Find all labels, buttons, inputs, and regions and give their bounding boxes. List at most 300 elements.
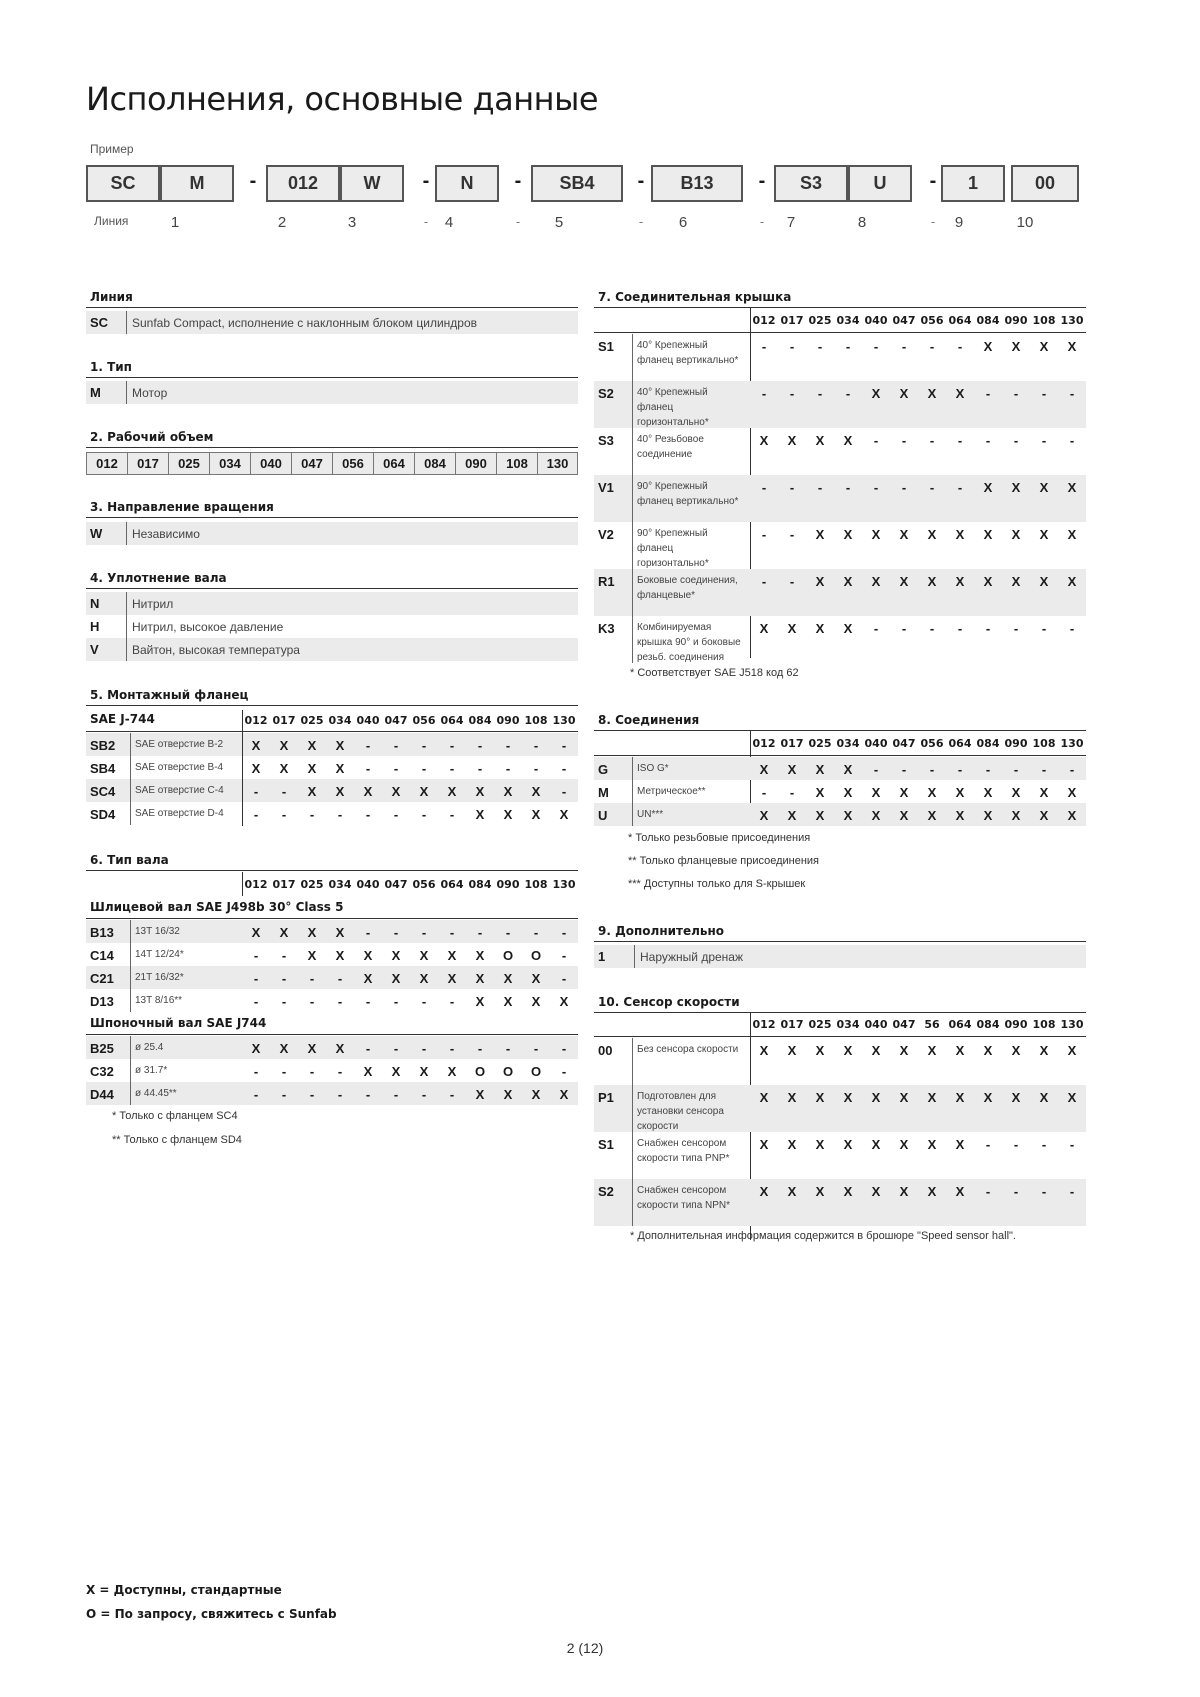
row-desc: 40° Крепежный фланец горизонтально* [632, 381, 746, 428]
row-code: SD4 [90, 807, 116, 822]
section-title: 4. Уплотнение вала [90, 571, 227, 585]
column-header [242, 714, 578, 727]
row-desc: Боковые соединения, фланцевые* [632, 569, 746, 616]
row-desc: ø 44.45** [130, 1082, 242, 1105]
row-values [242, 943, 578, 963]
row-values [750, 757, 1086, 777]
shaft-note: ** Только с фланцем SD4 [112, 1134, 242, 1146]
value-cell: X [503, 807, 513, 822]
grid-row [594, 757, 1086, 780]
row-code: 00 [598, 1043, 613, 1058]
value-cell: - [761, 480, 767, 495]
row-values [750, 475, 1086, 495]
value-cell: X [759, 1184, 769, 1199]
value-cell: X [871, 1043, 881, 1058]
sensor-note: * Дополнительная информация содержится в брошюре "Speed sensor hall". [630, 1230, 1016, 1242]
column-header-cell: 084 [976, 737, 1000, 750]
column-header-cell: 034 [836, 737, 860, 750]
value-cell: X [899, 785, 909, 800]
value-cell: - [789, 785, 795, 800]
value-cell: X [899, 1184, 909, 1199]
row-values [750, 1085, 1086, 1105]
value-cell: X [251, 761, 261, 776]
value-cell: - [309, 971, 315, 986]
column-header-cell: 047 [892, 1018, 916, 1031]
value-cell: - [1013, 433, 1019, 448]
value-cell: - [281, 948, 287, 963]
code-position: 10 [1016, 214, 1034, 231]
column-header-cell: 025 [300, 878, 324, 891]
value-cell: - [985, 1184, 991, 1199]
value-cell: - [393, 807, 399, 822]
row-code: M [598, 785, 609, 800]
value-cell: - [985, 433, 991, 448]
example-label: Пример [90, 142, 134, 156]
value-cell: X [787, 1043, 797, 1058]
row-code: V2 [598, 527, 614, 542]
rule [594, 1036, 1086, 1037]
value-cell: X [475, 807, 485, 822]
column-header-cell: 017 [780, 1018, 804, 1031]
value-cell: X [279, 1041, 289, 1056]
row-values [242, 920, 578, 940]
row-desc: 21T 16/32* [130, 966, 242, 989]
value-cell: - [365, 761, 371, 776]
value-cell: X [503, 994, 513, 1009]
row-values [242, 802, 578, 822]
value-cell: - [421, 1087, 427, 1102]
value-cell: X [899, 1137, 909, 1152]
row-desc: Вайтон, высокая температура [126, 638, 300, 661]
row-desc: Наружный дренаж [634, 945, 743, 968]
value-cell: X [843, 621, 853, 636]
displacement-cell: 090 [455, 452, 496, 475]
value-cell: - [1069, 621, 1075, 636]
value-cell: X [1067, 574, 1077, 589]
value-cell: X [251, 925, 261, 940]
row-code: G [598, 762, 609, 777]
value-cell: - [449, 807, 455, 822]
value-cell: - [761, 574, 767, 589]
value-cell: X [927, 386, 937, 401]
row-code: P1 [598, 1090, 614, 1105]
column-header-cell: 130 [552, 878, 576, 891]
row-desc: Метрическое** [632, 780, 746, 803]
value-cell: X [1039, 339, 1049, 354]
row-values [242, 1082, 578, 1102]
value-cell: X [1067, 1043, 1077, 1058]
page-title: Исполнения, основные данные [86, 80, 599, 118]
value-cell: - [845, 480, 851, 495]
cover-note: * Соответствует SAE J518 код 62 [630, 667, 799, 679]
row-code: H [90, 619, 100, 634]
column-header-cell: 017 [272, 714, 296, 727]
displacement-cell: 040 [250, 452, 291, 475]
rule [86, 731, 578, 732]
value-cell: - [253, 1087, 259, 1102]
row-code: S1 [598, 339, 614, 354]
value-cell: X [871, 527, 881, 542]
value-cell: - [421, 1041, 427, 1056]
section-title: 8. Соединения [598, 713, 700, 727]
value-cell: - [1013, 1137, 1019, 1152]
value-cell: X [899, 527, 909, 542]
value-cell: - [561, 738, 567, 753]
value-cell: - [873, 480, 879, 495]
value-cell: - [365, 925, 371, 940]
value-cell: X [531, 971, 541, 986]
column-header-cell: 064 [440, 714, 464, 727]
value-cell: X [1011, 785, 1021, 800]
value-cell: X [251, 738, 261, 753]
value-cell: X [531, 994, 541, 1009]
value-cell: X [871, 1090, 881, 1105]
code-box-8: S3 [774, 165, 848, 202]
column-header-cell: 017 [780, 314, 804, 327]
value-cell: - [761, 386, 767, 401]
shaft-subtitle-splined: Шлицевой вал SAE J498b 30° Class 5 [90, 900, 344, 914]
value-cell: - [817, 339, 823, 354]
column-header-cell: 056 [920, 314, 944, 327]
row-values [750, 616, 1086, 636]
column-header-cell: 108 [524, 878, 548, 891]
value-cell: X [419, 971, 429, 986]
value-cell: X [419, 948, 429, 963]
value-cell: - [789, 386, 795, 401]
code-position: 2 [277, 214, 287, 231]
row-code: V1 [598, 480, 614, 495]
value-cell: - [281, 994, 287, 1009]
value-cell: X [843, 527, 853, 542]
column-header-cell: 012 [752, 737, 776, 750]
grid-row [86, 802, 578, 825]
value-cell: X [843, 574, 853, 589]
row-desc: Независимо [126, 522, 200, 545]
value-cell: X [815, 1184, 825, 1199]
grid-row [86, 989, 578, 1012]
row-code: S2 [598, 1184, 614, 1199]
grid-row [594, 522, 1086, 569]
row-values [242, 966, 578, 986]
value-cell: X [1011, 339, 1021, 354]
legend-x: X = Доступны, стандартные [86, 1583, 282, 1597]
code-box-1: SC [86, 165, 160, 202]
value-cell: X [279, 738, 289, 753]
grid-row [86, 1036, 578, 1059]
value-cell: X [843, 808, 853, 823]
value-cell: X [447, 948, 457, 963]
value-cell: X [843, 1090, 853, 1105]
value-cell: X [871, 1137, 881, 1152]
code-dash: - [422, 170, 430, 192]
value-cell: X [335, 784, 345, 799]
column-header-cell: 047 [384, 714, 408, 727]
value-cell: - [1069, 1137, 1075, 1152]
code-dash: - [249, 170, 257, 192]
column-header-cell: 108 [1032, 737, 1056, 750]
code-position: - [930, 214, 936, 229]
row-desc: 40° Резьбовое соединение [632, 428, 746, 475]
row-values [750, 522, 1086, 542]
column-header-cell: 040 [356, 714, 380, 727]
row-code: W [90, 526, 103, 541]
value-cell: - [957, 339, 963, 354]
value-cell: X [447, 971, 457, 986]
grid-row [86, 779, 578, 802]
value-cell: X [955, 785, 965, 800]
value-cell: X [475, 1087, 485, 1102]
value-cell: - [365, 738, 371, 753]
displacement-cell: 130 [537, 452, 578, 475]
list-row [86, 381, 578, 404]
list-row [86, 592, 578, 615]
row-code: C14 [90, 948, 114, 963]
row-desc: Нитрил [126, 592, 173, 615]
section-rule [594, 307, 1086, 308]
row-desc: 90° Крепежный фланец горизонтально* [632, 522, 746, 569]
rule [594, 755, 1086, 756]
value-cell: X [787, 1090, 797, 1105]
value-cell: X [787, 1184, 797, 1199]
column-header-cell: 108 [524, 714, 548, 727]
displacement-cell: 017 [127, 452, 168, 475]
column-header-cell: 040 [864, 314, 888, 327]
value-cell: - [561, 1041, 567, 1056]
value-cell: X [559, 994, 569, 1009]
value-cell: X [335, 948, 345, 963]
value-cell: - [449, 1041, 455, 1056]
value-cell: X [815, 621, 825, 636]
column-header-cell: 012 [244, 878, 268, 891]
value-cell: X [559, 1087, 569, 1102]
value-cell: - [929, 339, 935, 354]
row-values [750, 569, 1086, 589]
value-cell: X [871, 1184, 881, 1199]
grid-row [594, 381, 1086, 428]
value-cell: O [474, 1064, 486, 1079]
value-cell: - [1069, 1184, 1075, 1199]
code-position: - [759, 214, 765, 229]
value-cell: - [761, 527, 767, 542]
column-header-cell: 056 [412, 878, 436, 891]
value-cell: X [955, 574, 965, 589]
value-cell: - [365, 994, 371, 1009]
value-cell: X [899, 574, 909, 589]
value-cell: X [447, 1064, 457, 1079]
value-cell: - [253, 948, 259, 963]
grid-row [594, 428, 1086, 475]
value-cell: X [787, 808, 797, 823]
value-cell: - [929, 480, 935, 495]
grid-row [86, 1059, 578, 1082]
value-cell: - [1013, 621, 1019, 636]
value-cell: - [789, 339, 795, 354]
column-header-cell: 130 [552, 714, 576, 727]
value-cell: - [421, 738, 427, 753]
value-cell: X [787, 762, 797, 777]
value-cell: - [393, 925, 399, 940]
row-code: U [598, 808, 608, 823]
value-cell: - [1041, 1184, 1047, 1199]
grid-row [86, 1082, 578, 1105]
column-header-cell: 012 [752, 1018, 776, 1031]
value-cell: - [253, 784, 259, 799]
grid-row [86, 966, 578, 989]
value-cell: X [927, 808, 937, 823]
displacement-cell: 047 [291, 452, 332, 475]
value-cell: - [561, 761, 567, 776]
column-header [750, 737, 1086, 750]
connections-note: ** Только фланцевые присоединения [628, 855, 820, 867]
row-code: N [90, 596, 100, 611]
code-box-9: U [848, 165, 912, 202]
value-cell: X [759, 1090, 769, 1105]
code-box-3: 012 [266, 165, 340, 202]
section-rule [86, 377, 578, 378]
value-cell: X [843, 433, 853, 448]
value-cell: - [929, 433, 935, 448]
value-cell: X [871, 574, 881, 589]
value-cell: - [1041, 762, 1047, 777]
code-position: 4 [444, 214, 454, 231]
row-values [750, 1179, 1086, 1199]
value-cell: - [337, 807, 343, 822]
value-cell: - [761, 785, 767, 800]
displacement-cell: 108 [496, 452, 537, 475]
column-header-cell: 012 [244, 714, 268, 727]
value-cell: - [365, 1041, 371, 1056]
value-cell: X [843, 1184, 853, 1199]
value-cell: - [449, 761, 455, 776]
value-cell: X [843, 1137, 853, 1152]
value-cell: O [502, 948, 514, 963]
value-cell: - [393, 761, 399, 776]
value-cell: X [391, 971, 401, 986]
row-values [750, 1038, 1086, 1058]
value-cell: X [475, 971, 485, 986]
column-header-cell: 034 [836, 314, 860, 327]
value-cell: - [873, 621, 879, 636]
value-cell: X [927, 1137, 937, 1152]
value-cell: X [1039, 785, 1049, 800]
value-cell: X [1067, 808, 1077, 823]
value-cell: X [1039, 527, 1049, 542]
row-code: C32 [90, 1064, 114, 1079]
value-cell: - [309, 994, 315, 1009]
value-cell: - [281, 971, 287, 986]
code-position: 6 [678, 214, 688, 231]
column-header-cell: 130 [1060, 314, 1084, 327]
value-cell: - [505, 738, 511, 753]
value-cell: X [503, 971, 513, 986]
value-cell: - [957, 433, 963, 448]
value-cell: X [815, 762, 825, 777]
value-cell: X [307, 761, 317, 776]
value-cell: - [421, 761, 427, 776]
value-cell: - [309, 1087, 315, 1102]
value-cell: - [477, 1041, 483, 1056]
grid-row [594, 1132, 1086, 1179]
code-box-6: SB4 [531, 165, 623, 202]
row-desc: 40° Крепежный фланец вертикально* [632, 334, 746, 381]
value-cell: - [957, 621, 963, 636]
value-cell: X [955, 386, 965, 401]
value-cell: X [927, 527, 937, 542]
value-cell: - [253, 971, 259, 986]
value-cell: - [533, 761, 539, 776]
displacement-cell: 084 [414, 452, 455, 475]
row-desc: SAE отверстие D-4 [130, 802, 242, 825]
row-desc: Снабжен сенсором скорости типа PNP* [632, 1132, 746, 1179]
section-title: 5. Монтажный фланец [90, 688, 249, 702]
code-position: - [638, 214, 644, 229]
rule [86, 1034, 578, 1035]
row-values [242, 1036, 578, 1056]
code-position: 5 [554, 214, 564, 231]
section-rule [86, 588, 578, 589]
row-code: SB4 [90, 761, 116, 776]
grid-row [594, 780, 1086, 803]
value-cell: - [337, 994, 343, 1009]
section-title: 9. Дополнительно [598, 924, 725, 938]
grid-row [594, 1085, 1086, 1132]
section-rule [86, 870, 578, 871]
row-desc: 13T 16/32 [130, 920, 242, 943]
value-cell: X [503, 784, 513, 799]
code-dash: - [514, 170, 522, 192]
value-cell: X [1039, 1043, 1049, 1058]
value-cell: X [759, 621, 769, 636]
value-cell: X [955, 1184, 965, 1199]
column-header-cell: 064 [948, 314, 972, 327]
value-cell: - [281, 1064, 287, 1079]
value-cell: X [927, 1090, 937, 1105]
value-cell: X [1067, 785, 1077, 800]
value-cell: - [985, 621, 991, 636]
value-cell: X [1039, 1090, 1049, 1105]
column-rule [242, 710, 243, 826]
section-title: 7. Соединительная крышка [598, 290, 792, 304]
value-cell: - [505, 761, 511, 776]
row-code: SC [90, 315, 109, 330]
section-rule [594, 941, 1086, 942]
value-cell: X [447, 784, 457, 799]
column-header-cell: 017 [272, 878, 296, 891]
value-cell: - [845, 339, 851, 354]
value-cell: - [1069, 762, 1075, 777]
value-cell: - [421, 994, 427, 1009]
value-cell: X [307, 948, 317, 963]
section-rule [594, 1012, 1086, 1013]
value-cell: X [475, 994, 485, 1009]
row-code: R1 [598, 574, 615, 589]
column-header-cell: 108 [1032, 314, 1056, 327]
displacement-row [86, 452, 578, 475]
column-header-cell: 025 [808, 737, 832, 750]
flange-subtitle: SAE J-744 [90, 712, 155, 726]
value-cell: X [815, 1137, 825, 1152]
row-values [750, 334, 1086, 354]
value-cell: - [957, 762, 963, 777]
row-desc: UN*** [632, 803, 746, 826]
value-cell: X [1039, 480, 1049, 495]
code-position: 9 [954, 214, 964, 231]
connections-note: * Только резьбовые присоединения [628, 832, 811, 844]
value-cell: - [873, 339, 879, 354]
value-cell: - [561, 948, 567, 963]
value-cell: X [307, 925, 317, 940]
row-code: SB2 [90, 738, 116, 753]
